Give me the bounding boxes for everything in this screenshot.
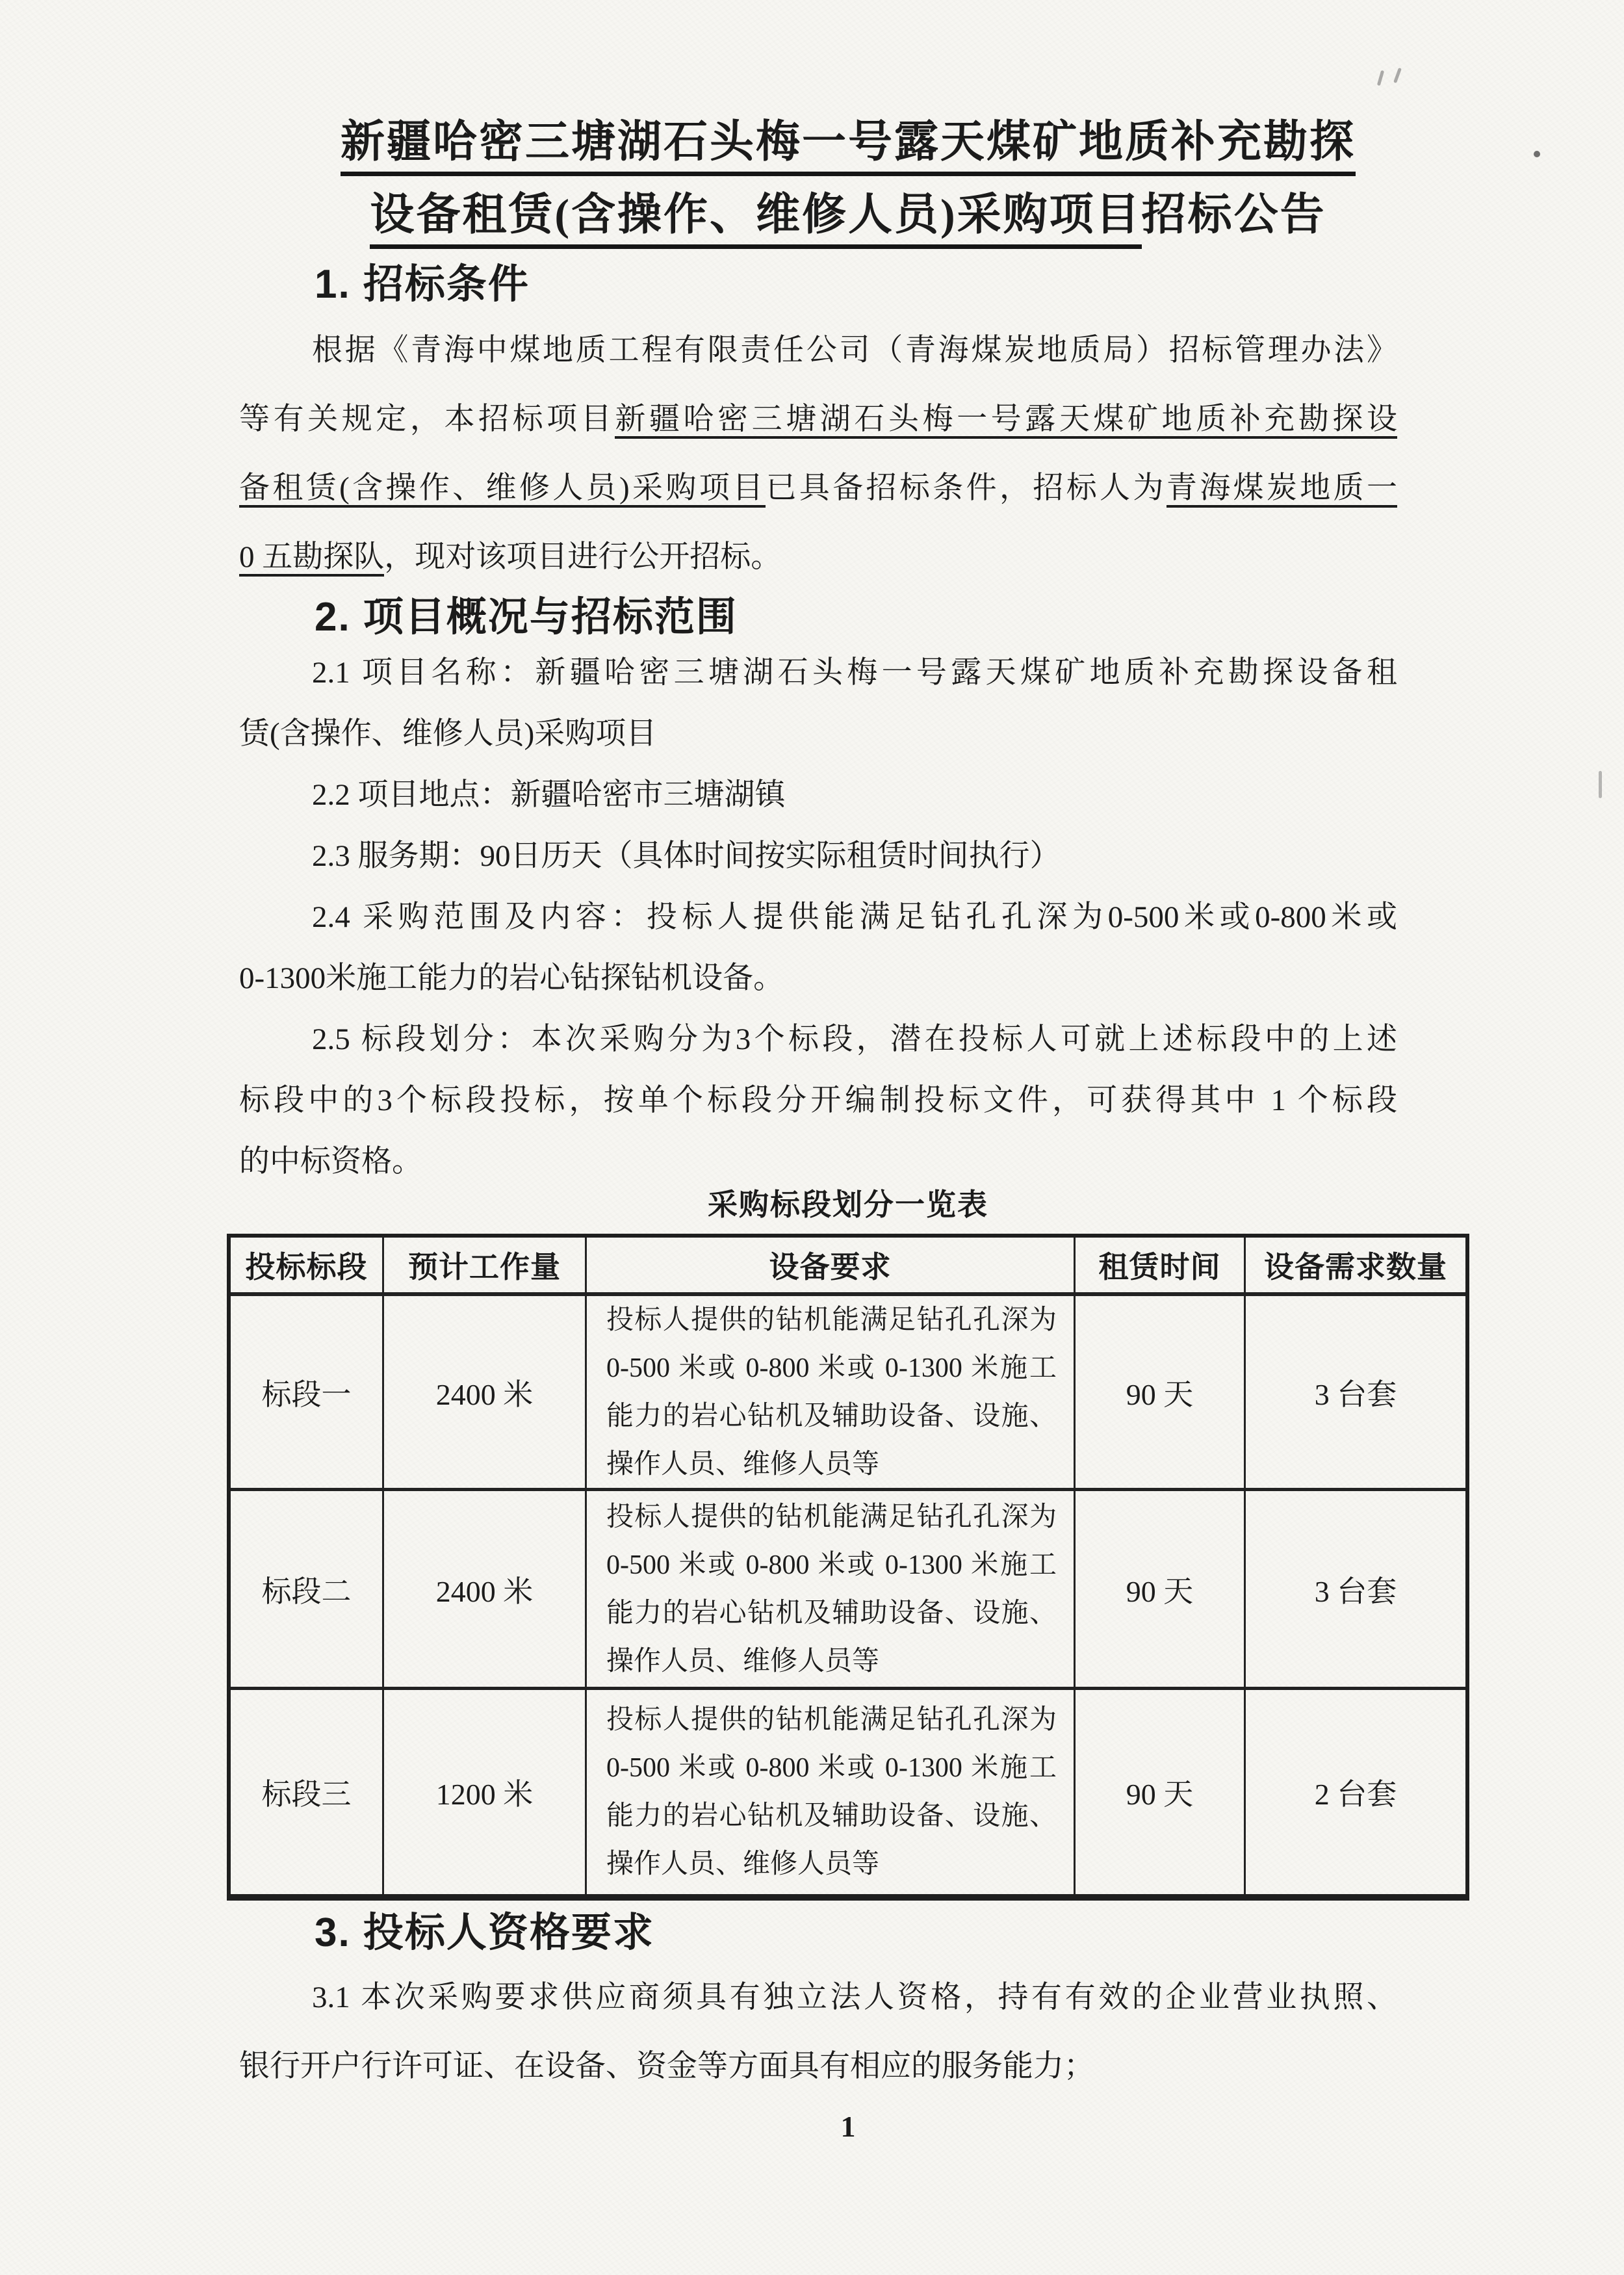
text-run: 已具备招标条件，招标人为 [766, 471, 1166, 505]
title-line-2-underlined: 设备租赁(含操作、维修人员)采购项目 [370, 190, 1141, 249]
table-cell-bid-section: 标段一 [231, 1296, 384, 1491]
requirement-line: 0-500 米或 0-800 米或 0-1300 米施工 [606, 1753, 1057, 1783]
section-2-heading: 2. 项目概况与招标范围 [315, 595, 738, 640]
title-line-1-text: 新疆哈密三塘湖石头梅一号露天煤矿地质补充勘探 [341, 117, 1356, 176]
requirement-line: 能力的岩心钻机及辅助设备、设施、 [606, 1401, 1057, 1431]
section-3-paragraph [239, 1963, 1397, 2101]
table-cell-quantity: 3 台套 [1246, 1491, 1465, 1690]
page-number: 1 [840, 2110, 856, 2143]
table-cell-workload: 2400 米 [384, 1296, 587, 1491]
underlined-project-name: 备租赁(含操作、维修人员)采购项目 [239, 471, 766, 508]
item-2-3: 2.3 服务期：90日历天（具体时间按实际租赁时间执行） [312, 839, 1061, 873]
table-cell-bid-section: 标段二 [231, 1491, 384, 1690]
requirement-line: 操作人员、维修人员等 [606, 1849, 880, 1879]
bid-sections-table [227, 1234, 1469, 1901]
table-cell-lease-time: 90 天 [1076, 1491, 1246, 1690]
requirement-line: 投标人提供的钻机能满足钻孔孔深为 [606, 1502, 1057, 1532]
title-line-2-plain: 招标公告 [1141, 190, 1326, 239]
section-3-heading: 3. 投标人资格要求 [315, 1910, 654, 1955]
table-cell-quantity: 3 台套 [1246, 1296, 1465, 1491]
table-cell-bid-section: 标段三 [231, 1690, 384, 1894]
table-caption: 采购标段划分一览表 [708, 1188, 988, 1221]
item-3-1-line-2: 银行开户行许可证、在设备、资金等方面具有相应的服务能力； [239, 2049, 1094, 2083]
item-2-5-line-3: 的中标资格。 [239, 1145, 422, 1178]
table-header-quantity: 设备需求数量 [1246, 1238, 1465, 1296]
underlined-tenderer-name: 青海煤炭地质一 [1166, 471, 1397, 508]
requirement-line: 操作人员、维修人员等 [606, 1449, 880, 1479]
section-1-heading: 1. 招标条件 [315, 262, 530, 307]
item-2-1-line-2: 赁(含操作、维修人员)采购项目 [239, 717, 657, 751]
scan-artifact [1534, 151, 1540, 157]
table-header-bid-section: 投标标段 [231, 1238, 384, 1296]
document-content [227, 0, 1469, 2145]
requirement-line: 投标人提供的钻机能满足钻孔孔深为 [606, 1305, 1057, 1335]
item-2-4-line-1: 2.4 采购范围及内容：投标人提供能满足钻孔孔深为0-500米或0-800米或 [312, 900, 1397, 934]
requirement-line: 0-500 米或 0-800 米或 0-1300 米施工 [606, 1353, 1057, 1383]
text-run: ，现对该项目进行公开招标。 [384, 540, 782, 574]
item-2-1-line-1: 2.1 项目名称：新疆哈密三塘湖石头梅一号露天煤矿地质补充勘探设备租 [312, 656, 1397, 690]
title-line-2 [227, 178, 1469, 251]
paragraph-line [239, 523, 1397, 592]
table-cell-quantity: 2 台套 [1314, 1778, 1397, 1811]
table-cell-equipment-requirements [587, 1491, 1076, 1690]
table-cell-equipment-requirements [587, 1690, 1076, 1894]
scan-artifact [1599, 771, 1602, 798]
table-cell-workload: 2400 米 [384, 1491, 587, 1690]
requirement-line: 投标人提供的钻机能满足钻孔孔深为 [606, 1705, 1057, 1735]
requirement-line: 0-500 米或 0-800 米或 0-1300 米施工 [606, 1550, 1057, 1580]
table-cell-lease-time: 90 天 [1076, 1690, 1246, 1894]
paragraph-line [239, 385, 1397, 454]
requirement-line: 能力的岩心钻机及辅助设备、设施、 [606, 1598, 1057, 1628]
item-2-2: 2.2 项目地点：新疆哈密市三塘湖镇 [312, 778, 786, 812]
table-header-equipment-requirements: 设备要求 [587, 1238, 1076, 1296]
item-3-1-line-1: 3.1 本次采购要求供应商须具有独立法人资格，持有有效的企业营业执照、 [312, 1981, 1397, 2014]
requirement-line: 能力的岩心钻机及辅助设备、设施、 [606, 1801, 1057, 1831]
title-line-1 [227, 105, 1469, 178]
section-1-paragraph [239, 316, 1397, 592]
table-header-lease-time: 租赁时间 [1076, 1238, 1246, 1296]
underlined-tenderer-name: 0 五勘探队 [239, 540, 384, 577]
text-run: 等有关规定，本招标项目 [239, 402, 615, 436]
requirement-line: 操作人员、维修人员等 [606, 1646, 880, 1676]
item-2-4-line-2: 0-1300米施工能力的岩心钻探钻机设备。 [239, 961, 784, 995]
underlined-project-name: 新疆哈密三塘湖石头梅一号露天煤矿地质补充勘探设 [615, 402, 1397, 439]
item-2-5-line-2: 标段中的3个标段投标，按单个标段分开编制投标文件，可获得其中 1 个标段 [239, 1084, 1397, 1117]
item-2-5-line-1: 2.5 标段划分：本次采购分为3个标段，潜在投标人可就上述标段中的上述 [312, 1022, 1397, 1056]
section-2-items [239, 642, 1397, 1192]
table-cell-equipment-requirements [587, 1296, 1076, 1491]
table-cell-workload: 1200 米 [384, 1690, 587, 1894]
table-cell-lease-time: 90 天 [1076, 1296, 1246, 1491]
document-title [227, 105, 1469, 251]
table-header-workload: 预计工作量 [384, 1238, 587, 1296]
text-run: 根据《青海中煤地质工程有限责任公司（青海煤炭地质局）招标管理办法》 [312, 333, 1397, 367]
paragraph-line [239, 454, 1397, 523]
paragraph-line [239, 316, 1397, 385]
